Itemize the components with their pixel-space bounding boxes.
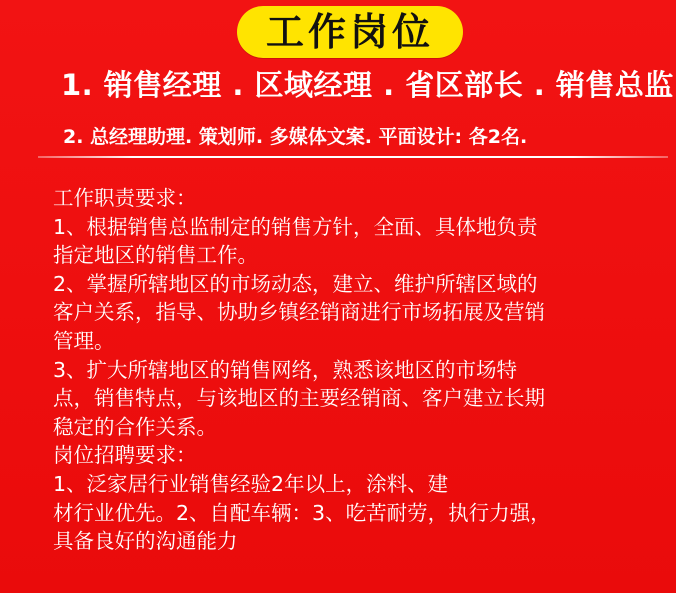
content-line: 2、掌握所辖地区的市场动态，建立、维护所辖区域的: [53, 271, 538, 296]
content-line: 指定地区的销售工作。: [53, 243, 258, 268]
section-heading-requirements: 岗位招聘要求：: [53, 443, 197, 468]
positions-line-1: 1. 销售经理 . 区域经理 . 省区部长 . 销售总监: [61, 68, 674, 102]
content-line: 材行业优先。2、自配车辆：3、吃苦耐劳，执行力强，: [53, 500, 551, 525]
section-heading-responsibilities: 工作职责要求：: [53, 186, 197, 210]
content-line: 3、扩大所辖地区的销售网络，熟悉该地区的市场特: [53, 357, 518, 382]
page-title: 工作岗位: [265, 10, 434, 54]
content-line: 稳定的合作关系。: [53, 414, 217, 439]
divider: [38, 156, 668, 158]
job-description: [53, 184, 653, 556]
content-line: 客户关系，指导、协助乡镇经销商进行市场拓展及营销: [53, 300, 545, 325]
content-line: 1、泛家居行业销售经验2年以上，涂料、建: [53, 471, 449, 496]
positions-line-2: 2. 总经理助理. 策划师. 多媒体文案. 平面设计: 各2名.: [63, 126, 528, 148]
title-badge: [237, 6, 463, 58]
content-line: 点，销售特点，与该地区的主要经销商、客户建立长期: [53, 386, 545, 411]
content-line: 具备良好的沟通能力: [53, 529, 238, 554]
content-line: 1、根据销售总监制定的销售方针，全面、具体地负责: [53, 214, 538, 239]
content-line: 管理。: [53, 328, 115, 353]
